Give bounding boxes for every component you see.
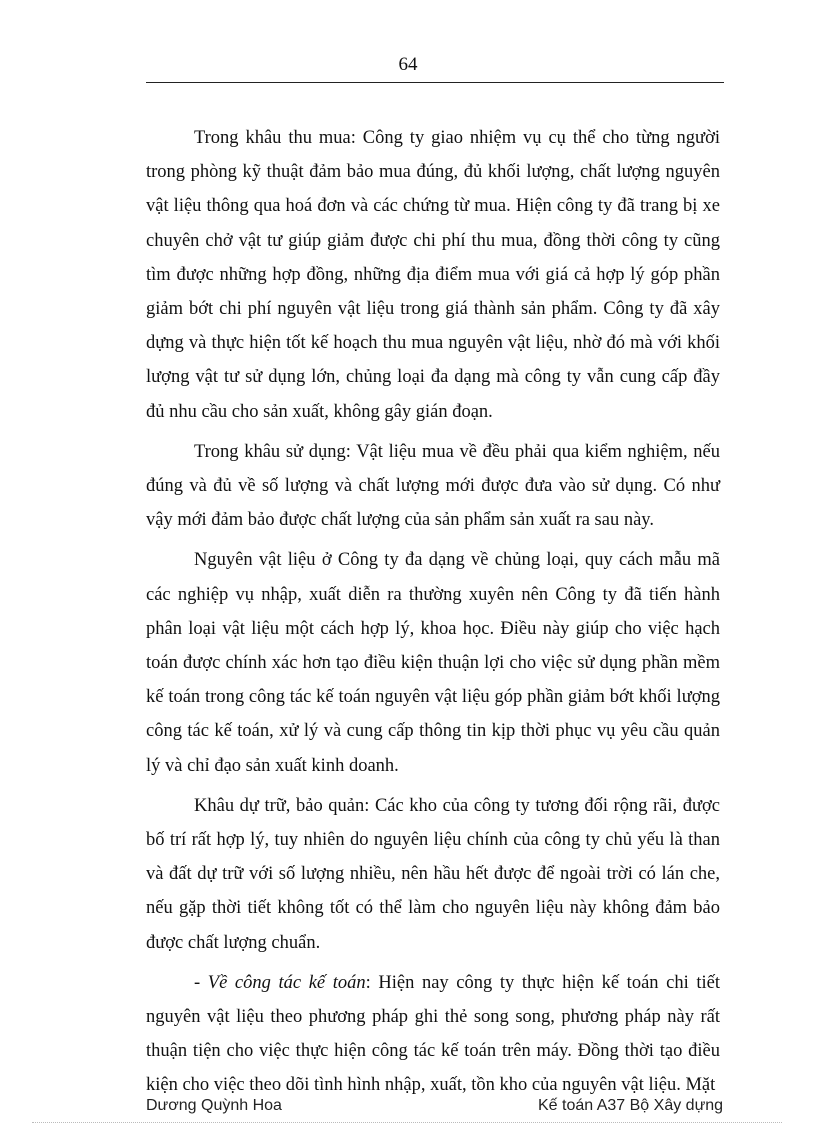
page-number: 64 xyxy=(398,54,418,75)
body-text xyxy=(146,121,720,1103)
header-divider xyxy=(146,82,724,83)
paragraph-purchasing: Trong khâu thu mua: Công ty giao nhiệm vụ cụ thể cho từng người trong phòng kỹ thuật đảm bảo mua đúng, đủ khối lượng, chất lượng nguyên vật liệu thông qua hoá đơn và các chứng từ mua. Hiện công ty đã trang bị xe chuyên chở vật tư giúp giảm được chi phí thu mua, đồng thời công ty cũng tìm được những hợp đồng, những địa điểm mua với giá cả hợp lý góp phần giảm bớt chi phí nguyên vật liệu trong giá thành sản phẩm. Công ty đã xây dựng và thực hiện tốt kế hoạch thu mua nguyên vật liệu, nhờ đó mà với khối lượng vật tư sử dụng lớn, chủng loại đa dạng mà công ty vẫn cung cấp đầy đủ nhu cầu cho sản xuất, không gây gián đoạn. xyxy=(146,128,720,422)
paragraph-usage: Trong khâu sử dụng: Vật liệu mua về đều phải qua kiểm nghiệm, nếu đúng và đủ về số lượng và chất lượng mới được đưa vào sử dụng. Có như vậy mới đảm bảo được chất lượng của sản phẩm sản xuất ra sau này. xyxy=(146,441,720,531)
paragraph-accounting-heading: Về công tác kế toán xyxy=(207,972,366,993)
paragraph-accounting xyxy=(146,966,720,1103)
paragraph-classification: Nguyên vật liệu ở Công ty đa dạng về chủng loại, quy cách mẫu mã các nghiệp vụ nhập, xuất diễn ra thường xuyên nên Công ty đã tiến hành phân loại vật liệu một cách hợp lý, khoa học. Điều này giúp cho việc hạch toán được chính xác hơn tạo điều kiện thuận lợi cho việc sử dụng phần mềm kế toán trong công tác kế toán nguyên vật liệu góp phần giảm bớt khối lượng công tác kế toán, xử lý và cung cấp thông tin kịp thời phục vụ yêu cầu quản lý và chỉ đạo sản xuất kinh doanh. xyxy=(146,550,720,776)
paragraph-accounting-text: : Hiện nay công ty thực hiện kế toán chi tiết nguyên vật liệu theo phương pháp ghi thẻ song song, phương pháp này rất thuận tiện cho việc thực hiện công tác kế toán trên máy. Đồng thời tạo điều kiện cho việc theo dõi tình hình nhập, xuất, tồn kho của nguyên vật liệu. Mặt xyxy=(146,972,720,1096)
paragraph-storage: Khâu dự trữ, bảo quản: Các kho của công ty tương đối rộng rãi, được bố trí rất hợp lý, tuy nhiên do nguyên liệu chính của công ty chủ yếu là than và đất dự trữ với số lượng nhiều, nên hầu hết được để ngoài trời có lán che, nếu gặp thời tiết không tốt có thể làm cho nguyên liệu này không đảm bảo được chất lượng chuẩn. xyxy=(146,795,720,953)
footer-author: Dương Quỳnh Hoa xyxy=(146,1097,282,1114)
footer-course: Kế toán A37 Bộ Xây dựng xyxy=(538,1097,724,1114)
paragraph-accounting-prefix: - xyxy=(194,972,208,993)
